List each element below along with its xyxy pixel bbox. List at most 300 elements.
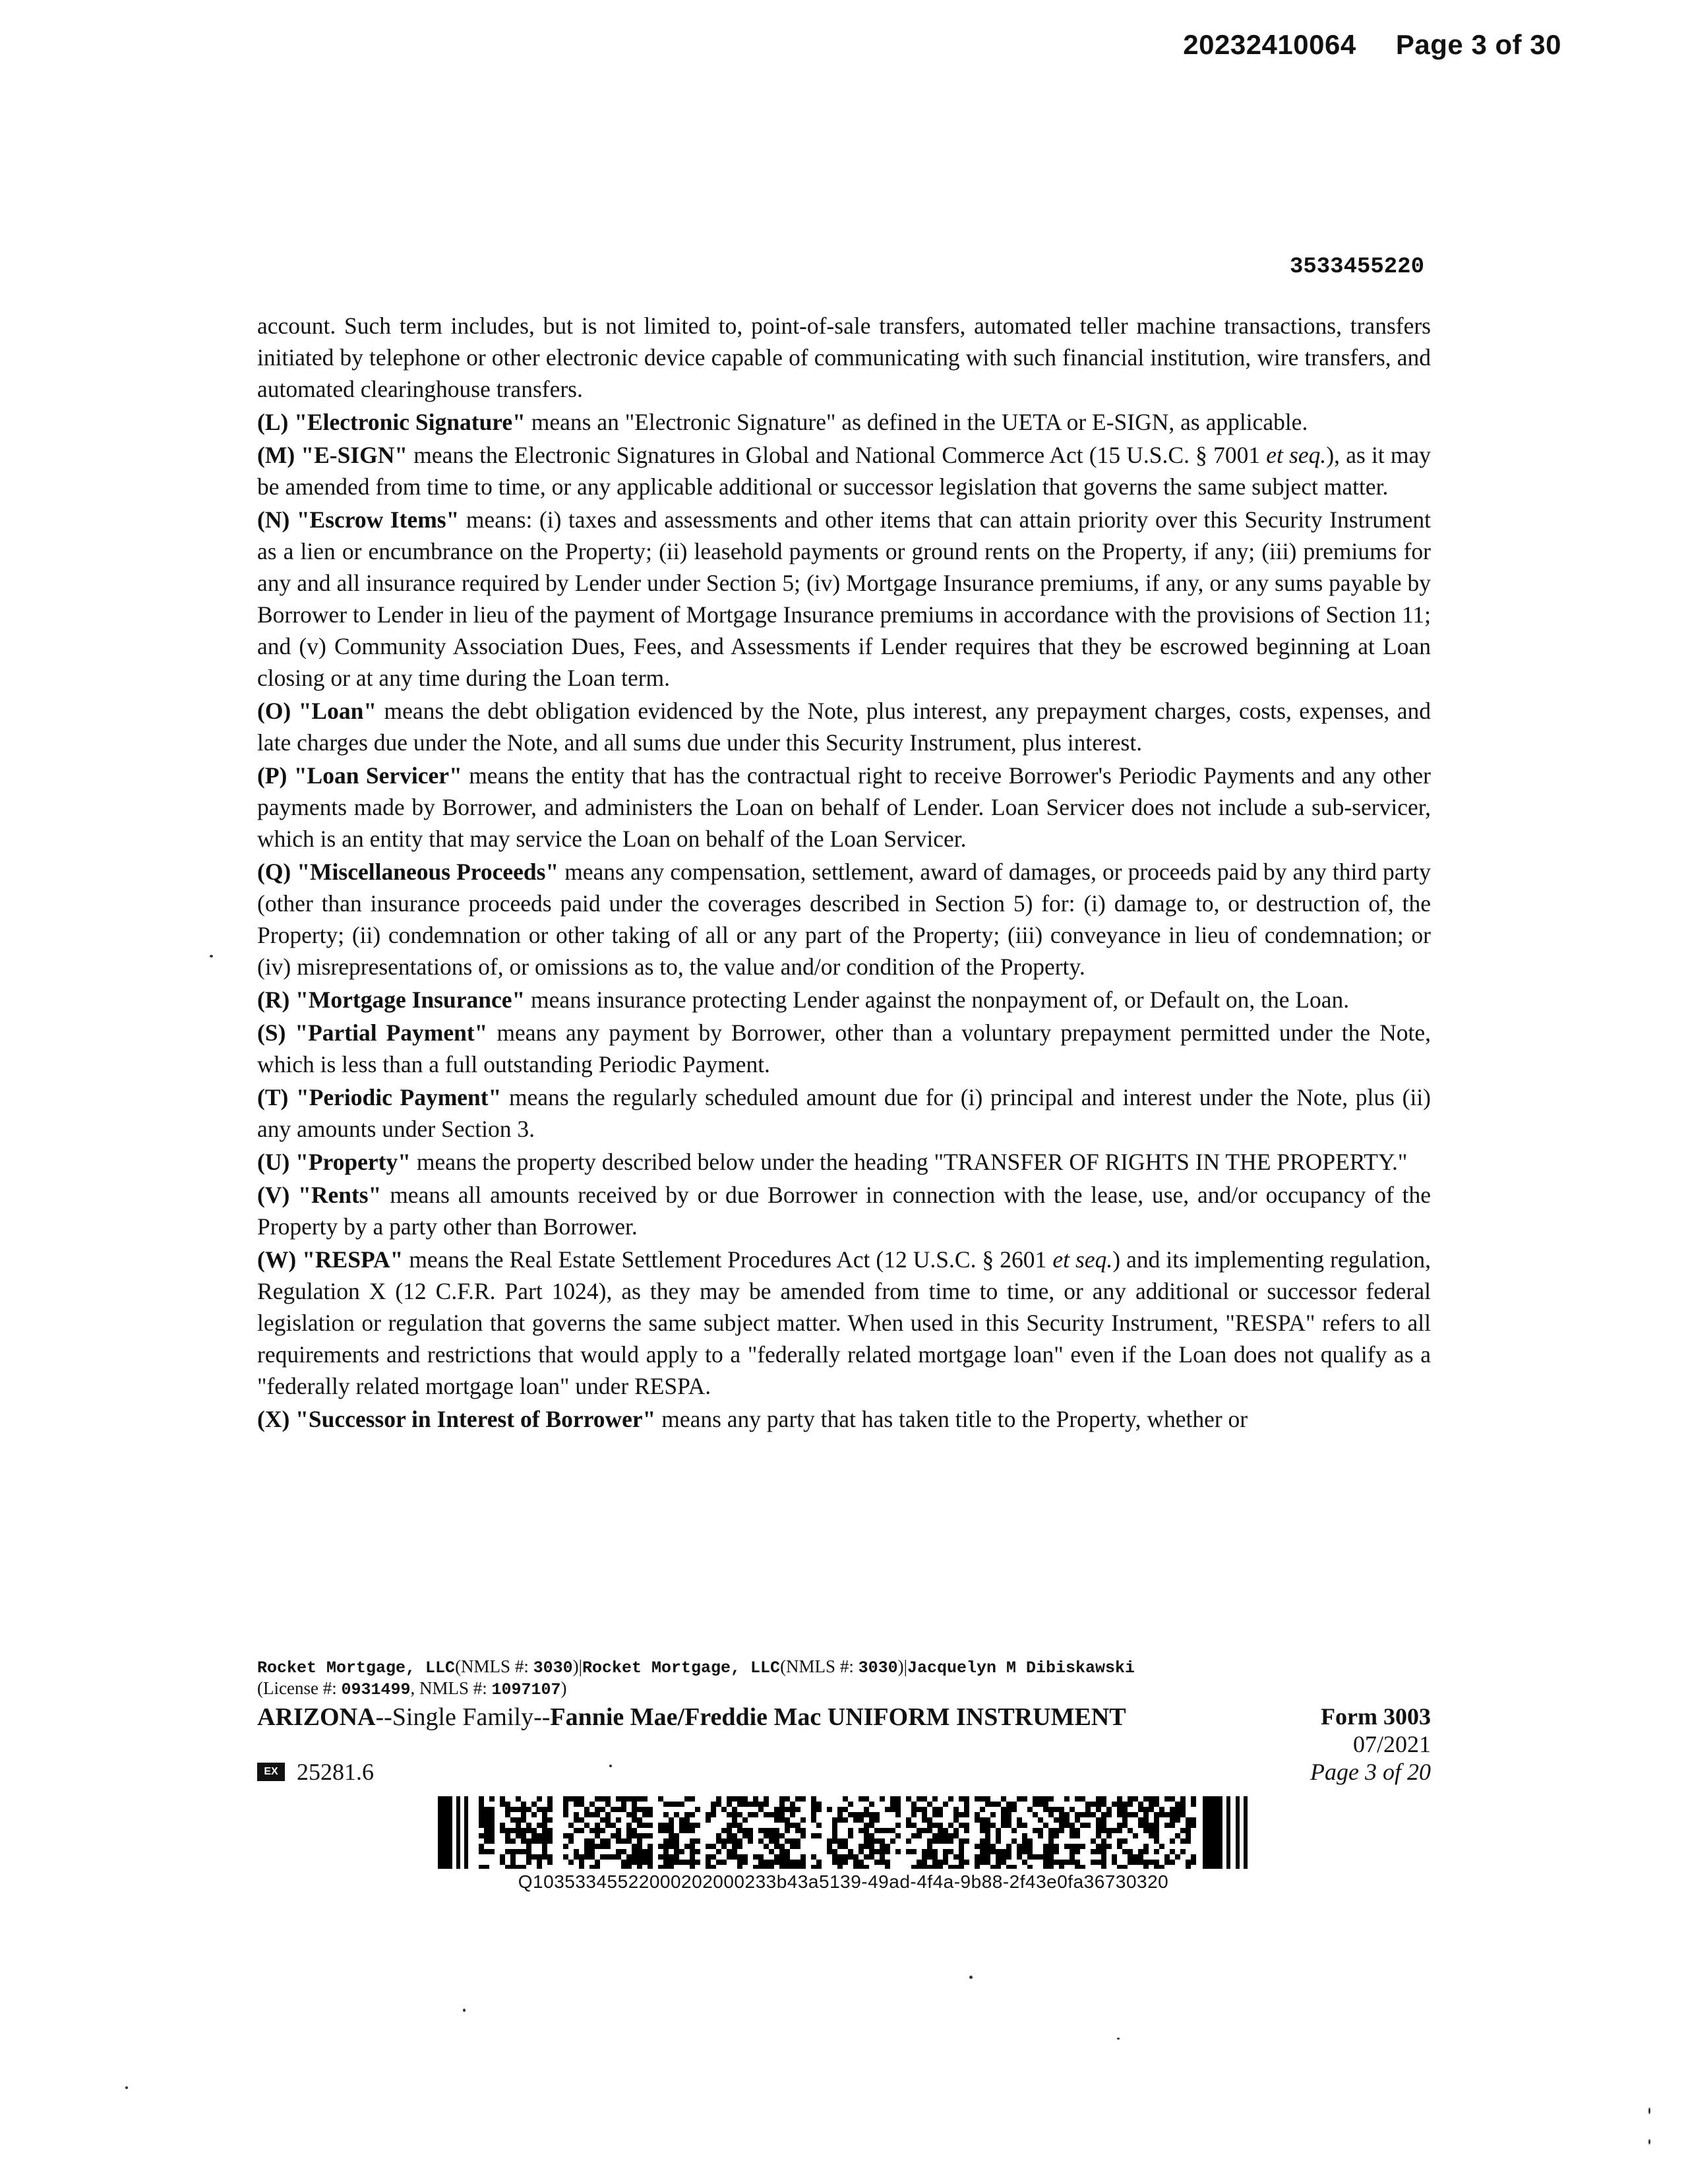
barcode-module [1022,1860,1027,1865]
barcode-module [1033,1812,1038,1817]
barcode-module [674,1844,679,1849]
barcode-module [690,1849,695,1854]
barcode-module [1027,1838,1033,1844]
barcode-module [1054,1807,1059,1812]
barcode-module [1180,1838,1186,1844]
barcode-module [864,1796,869,1802]
barcode-module [542,1807,547,1812]
barcode-module [616,1849,621,1854]
barcode-module [1244,1796,1248,1869]
barcode-module [843,1838,848,1844]
barcode-module [642,1812,648,1817]
barcode-module [1154,1828,1159,1833]
barcode-module [484,1807,489,1812]
barcode-module [1054,1833,1059,1838]
barcode-module [1133,1812,1138,1817]
barcode-module [605,1838,611,1844]
barcode-module [1038,1828,1043,1833]
barcode-module [953,1865,959,1869]
barcode-module [658,1844,663,1849]
barcode-module [521,1849,526,1854]
barcode-module [1143,1817,1149,1823]
barcode-module [911,1802,917,1807]
barcode-module [706,1854,711,1860]
barcode-module [589,1828,595,1833]
barcode-module [748,1802,753,1807]
barcode-module [880,1849,885,1854]
barcode-module [658,1854,663,1860]
definition-text: means all amounts received by or due Borrower in connection with the lease, use, and/or occupancy of the Property by a party other than Borrower. [257,1182,1431,1240]
barcode-module [906,1817,911,1823]
barcode-module [568,1823,574,1828]
barcode-module [637,1833,642,1838]
barcode-module [1154,1849,1159,1854]
barcode-module [874,1838,880,1844]
barcode-module [906,1823,911,1828]
document-footer [257,1656,1431,1786]
barcode-module [927,1844,932,1849]
barcode-module [1038,1833,1043,1838]
barcode-module [975,1817,980,1823]
barcode-module [953,1817,959,1823]
barcode-module [521,1838,526,1844]
barcode-module [779,1812,785,1817]
barcode-module [1186,1817,1191,1823]
barcode-module [663,1823,669,1828]
barcode-module [679,1849,684,1854]
definition-letter: (S) [257,1019,286,1046]
barcode-module [547,1828,553,1833]
barcode-module [948,1823,953,1828]
barcode-module [948,1833,953,1838]
recording-number: 20232410064 [1183,29,1356,60]
barcode-module [769,1838,774,1844]
barcode-module [895,1823,901,1828]
barcode-module [732,1833,737,1838]
barcode-module [1022,1833,1027,1838]
barcode-module [1112,1802,1117,1807]
barcode-module [537,1823,542,1828]
barcode-module [1122,1812,1128,1817]
barcode-module [1117,1802,1122,1807]
barcode-module [779,1865,785,1869]
barcode-module [1070,1854,1075,1860]
barcode-module [595,1796,600,1802]
definition-letter: (X) [257,1406,290,1432]
barcode-block [438,1796,1249,1893]
definition-o [257,695,1431,758]
barcode-module [1027,1844,1033,1849]
barcode-module [980,1849,985,1854]
barcode-module [648,1833,653,1838]
barcode-module [869,1854,874,1860]
barcode-module [1070,1828,1075,1833]
barcode-module [611,1807,616,1812]
barcode-module [611,1833,616,1838]
barcode-module [695,1860,700,1865]
barcode-module [848,1849,853,1854]
barcode-module [706,1812,711,1817]
barcode-module [706,1844,711,1849]
barcode-module [1122,1802,1128,1807]
barcode-module [542,1833,547,1838]
barcode-module [663,1812,669,1817]
barcode-module [785,1860,790,1865]
barcode-module [679,1817,684,1823]
barcode-module [642,1849,648,1854]
barcode-module [832,1823,837,1828]
barcode-module [1186,1860,1191,1865]
barcode-module [727,1796,732,1802]
barcode-module [484,1865,489,1869]
barcode-module [774,1838,779,1844]
barcode-module [985,1823,990,1828]
barcode-module [1027,1854,1033,1860]
barcode-module [1075,1860,1080,1865]
barcode-module [837,1807,843,1812]
barcode-module [521,1833,526,1838]
barcode-module [563,1796,568,1802]
instrument-state: ARIZONA [257,1703,376,1731]
definition-term: "E-SIGN" [301,442,408,468]
barcode-module [1048,1860,1054,1865]
barcode-module [716,1833,721,1838]
barcode-module [1154,1838,1159,1844]
nmls-label-1: (NMLS #: [455,1656,533,1676]
barcode-module [1106,1844,1112,1849]
barcode-module [948,1838,953,1844]
barcode-module [864,1807,869,1812]
barcode-module [1001,1849,1006,1854]
barcode-module [869,1838,874,1844]
barcode-module [748,1833,753,1838]
barcode-module [1180,1802,1186,1807]
barcode-module [589,1849,595,1854]
barcode-module [605,1817,611,1823]
barcode-module [510,1838,516,1844]
barcode-module [874,1828,880,1833]
barcode-module [769,1860,774,1865]
barcode-module [816,1802,822,1807]
barcode-module [843,1860,848,1865]
barcode-module [790,1844,795,1849]
barcode-module [737,1823,742,1828]
barcode-module [800,1854,806,1860]
barcode-module [605,1844,611,1849]
barcode-module [922,1817,927,1823]
barcode-module [764,1802,769,1807]
barcode-module [1006,1807,1011,1812]
definition-letter: (P) [257,762,287,789]
barcode-module [742,1828,748,1833]
barcode-module [1138,1823,1143,1828]
barcode-module [537,1833,542,1838]
barcode-module [1017,1854,1022,1860]
barcode-module [574,1854,579,1860]
barcode-module [1112,1828,1117,1833]
barcode-module [779,1833,785,1838]
barcode-module [811,1854,816,1860]
barcode-module [1133,1854,1138,1860]
barcode-module [1075,1828,1080,1833]
barcode-module [500,1802,505,1807]
barcode-module [1022,1838,1027,1844]
barcode-module [853,1854,859,1860]
barcode-module [1091,1812,1096,1817]
barcode-module [1106,1828,1112,1833]
barcode-module [695,1838,700,1844]
barcode-module [500,1796,505,1802]
barcode-module [500,1823,505,1828]
barcode-module [684,1828,690,1833]
barcode-module [1006,1854,1011,1860]
barcode-module [811,1817,816,1823]
definition-u [257,1146,1431,1178]
barcode-module [537,1860,542,1865]
barcode-module [832,1860,837,1865]
barcode-module [779,1844,785,1849]
barcode-module [1191,1854,1196,1860]
barcode-module [1149,1823,1154,1828]
definition-letter: (Q) [257,859,291,885]
barcode-module [985,1860,990,1865]
definition-text: means the Real Estate Settlement Procedures Act (12 U.S.C. § 2601 et seq.) and its implementing regulation, Regulation X (12 C.F.R. Part 1024), as they may be amended from time to time, or any additional or successor federal legislation or regulation that governs the same subject matter. When used in this Security Instrument, "RESPA" refers to all requirements and restrictions that would apply to a "federally related mortgage loan" even if the Loan does not qualify as a "federally related mortgage loan" under RESPA. [257,1246,1431,1399]
barcode-module [721,1844,727,1849]
barcode-module [632,1817,637,1823]
barcode-module [1101,1823,1106,1828]
barcode-module [800,1833,806,1838]
barcode-module [748,1838,753,1844]
barcode-module [516,1833,521,1838]
barcode-module [1101,1860,1106,1865]
barcode-module [1017,1844,1022,1849]
barcode-module [579,1865,584,1869]
barcode-module [479,1844,484,1849]
barcode-module [764,1796,769,1802]
barcode-module [1006,1812,1011,1817]
barcode-module [531,1833,537,1838]
barcode-module [1006,1844,1011,1849]
barcode-module [1101,1865,1106,1869]
barcode-module [1164,1812,1170,1817]
barcode-module [663,1838,669,1844]
barcode-module [706,1865,711,1869]
instrument-row [257,1703,1431,1786]
barcode-module [859,1828,864,1833]
barcode-module [632,1860,637,1865]
barcode-module [779,1807,785,1812]
barcode-module [690,1796,695,1802]
barcode-module [500,1828,505,1833]
barcode-module [616,1796,621,1802]
barcode-module [1070,1860,1075,1865]
barcode-module [1175,1812,1180,1817]
definition-letter: (R) [257,986,290,1013]
barcode-module [753,1796,758,1802]
barcode-module [516,1828,521,1833]
barcode-module [1001,1807,1006,1812]
barcode-module [1096,1860,1101,1865]
barcode-module [584,1838,589,1844]
barcode-module [1101,1854,1106,1860]
barcode-module [1138,1817,1143,1823]
barcode-module [837,1844,843,1849]
barcode-module [1059,1823,1064,1828]
barcode-module [985,1849,990,1854]
barcode-module [853,1812,859,1817]
barcode-module [1043,1849,1048,1854]
barcode-module [737,1796,742,1802]
lender-name-1: Rocket Mortgage, LLC [257,1658,456,1678]
barcode-module [648,1823,653,1828]
definition-term: "Electronic Signature" [294,409,526,435]
barcode-module [864,1812,869,1817]
barcode-module [964,1823,969,1828]
barcode-module [943,1833,948,1838]
definitions-list [257,406,1431,1435]
barcode-module [764,1812,769,1817]
barcode-module [632,1844,637,1849]
barcode-module [959,1796,964,1802]
barcode-module [1122,1865,1128,1869]
barcode-module [1038,1796,1043,1802]
barcode-module [489,1833,495,1838]
scan-speck [969,1976,973,1979]
barcode-module [732,1807,737,1812]
barcode-module [811,1812,816,1817]
barcode-module [626,1854,632,1860]
barcode-module [785,1838,790,1844]
barcode-module [911,1807,917,1812]
definition-text: means the property described below under the heading "TRANSFER OF RIGHTS IN THE PROPERTY." [410,1149,1408,1175]
barcode-module [832,1854,837,1860]
recording-page-label: Page 3 of 30 [1395,29,1561,60]
definition-term: "Successor in Interest of Borrower" [295,1406,656,1432]
barcode-module [516,1865,521,1869]
barcode-module [1186,1838,1191,1844]
barcode-module [774,1844,779,1849]
scan-speck [609,1765,612,1767]
barcode-module [1186,1865,1191,1869]
barcode-module [864,1854,869,1860]
barcode-module [1091,1802,1096,1807]
definition-text: means the entity that has the contractual right to receive Borrower's Periodic Payments and any other payments made by Borrower, and administers the Loan on behalf of Lender. Loan Servicer does not include a sub-servicer, which is an entity that may service the Loan on behalf of the Loan Servicer. [257,762,1432,852]
barcode-module [600,1817,605,1823]
barcode-module [510,1854,516,1860]
barcode-module [521,1865,526,1869]
barcode-module [911,1812,917,1817]
definition-term: "RESPA" [302,1246,404,1273]
barcode-module [1133,1860,1138,1865]
barcode-module [1164,1796,1170,1802]
barcode-module [456,1796,460,1869]
barcode-module [779,1849,785,1854]
barcode-module [1006,1817,1011,1823]
barcode-module [996,1802,1001,1807]
barcode-module [663,1828,669,1833]
definition-letter: (N) [257,506,290,533]
barcode-module [779,1817,785,1823]
barcode-module [1011,1838,1017,1844]
barcode-module [1143,1849,1149,1854]
barcode-module [1043,1823,1048,1828]
barcode-module [1164,1860,1170,1865]
barcode-module [816,1823,822,1828]
barcode-module [574,1849,579,1854]
barcode-module [579,1854,584,1860]
barcode-module [663,1849,669,1854]
barcode-module [1096,1823,1101,1828]
barcode-module [1059,1812,1064,1817]
barcode-module [748,1812,753,1817]
barcode-module [1133,1833,1138,1838]
barcode-module [1101,1802,1106,1807]
barcode-module [1128,1802,1133,1807]
barcode-module [721,1838,727,1844]
barcode-module [516,1817,521,1823]
barcode-module [568,1860,574,1865]
barcode-module [542,1849,547,1854]
barcode-module [911,1849,917,1854]
barcode-module [864,1844,869,1849]
barcode-module [595,1860,600,1865]
barcode-module [1170,1807,1175,1812]
barcode-module [906,1849,911,1854]
barcode-module [774,1833,779,1838]
barcode-module [990,1849,996,1854]
barcode-module [579,1817,584,1823]
barcode-module [611,1823,616,1828]
barcode-module [505,1812,510,1817]
originator-line: Rocket Mortgage, LLC(NMLS #: 3030)|Rocket Mortgage, LLC(NMLS #: 3030)|Jacquelyn M Dibiskawski (License #: 0931499, NMLS #: 1097107) [257,1656,1135,1699]
barcode-module [859,1860,864,1865]
barcode-module [1064,1817,1070,1823]
barcode-module [547,1802,553,1807]
barcode-module [1022,1823,1027,1828]
barcode-module [679,1860,684,1865]
barcode-module [927,1828,932,1833]
barcode-module [1159,1844,1164,1849]
barcode-module [1149,1828,1154,1833]
barcode-module [479,1817,484,1823]
barcode-module [1180,1812,1186,1817]
barcode-module [716,1802,721,1807]
barcode-module [1070,1823,1075,1828]
barcode-module [964,1838,969,1844]
barcode-module [943,1802,948,1807]
barcode-module [1048,1812,1054,1817]
barcode-module [669,1823,674,1828]
barcode-module [895,1807,901,1812]
barcode-module [790,1802,795,1807]
barcode-module [885,1828,890,1833]
barcode-module [716,1796,721,1802]
barcode-module [1143,1823,1149,1828]
barcode-module [1043,1865,1048,1869]
barcode-module [1001,1812,1006,1817]
definition-text: means any payment by Borrower, other than a voluntary prepayment permitted under the Note, which is less than a full outstanding Periodic Payment. [257,1019,1431,1077]
barcode-module [489,1838,495,1844]
barcode-module [568,1838,574,1844]
barcode-module [521,1802,526,1807]
barcode-module [574,1817,579,1823]
nmls-close-1: ) [572,1656,579,1676]
barcode-module [727,1802,732,1807]
barcode-module [1143,1828,1149,1833]
barcode-module [938,1833,943,1838]
barcode-module [547,1838,553,1844]
barcode-module [600,1807,605,1812]
